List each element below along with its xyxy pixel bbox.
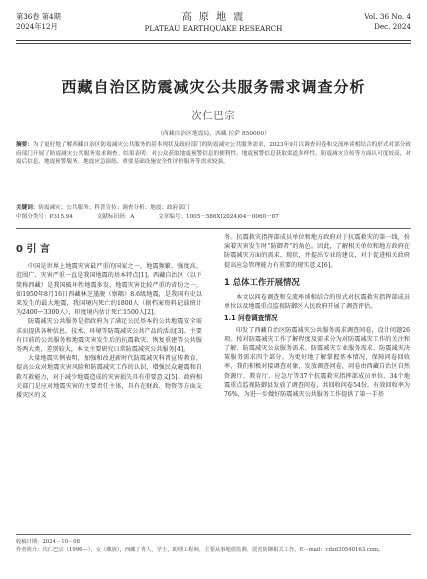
document-code: 文献标识码：A <box>96 213 135 220</box>
keywords-label: 关键词： <box>16 205 39 211</box>
author-name: 次仁巴宗 <box>191 111 236 122</box>
section-1-heading: 1 总体工作开展情况 <box>224 276 300 287</box>
article-title: 西藏自治区防震减灾公共服务需求调查分析 <box>61 78 366 96</box>
date-en: Dec. 2024 <box>374 22 411 31</box>
journal-name-cn: 高 原 地 震 <box>181 12 246 23</box>
author-affiliation: （西藏自治区地震局，西藏 拉萨 850000） <box>157 131 270 137</box>
keywords: 防震减灾；公共服务；科普宣传；调查分析；地震；政府部门 <box>38 205 190 211</box>
article-meta <box>16 204 411 222</box>
author-intro: 作者简介：次仁巴宗（1996—），女（藏族），西藏丁青人，学士，助理工程师，主要从事地震监测、震害防御相关工作。E－mail： <box>16 547 326 554</box>
volume-en: Vol. 36 No. 4 <box>364 12 411 21</box>
abstract-text: 为了更好地了解西藏自治区防震减灾公共服务的基本现状及政府部门的防震减灾公共服务需求，2023年9月以调查问卷和交流座谈相结合的形式对部分政府部门开展了防震减灾公共服务需求调查。结果表明：对公众获取地震预警信息的便利性、地震预警信息获取渠道多样性、防震减灾宣传等方面认可度较高，对震后信息、地震预警服务、地震应急演练、重要基础设施安全性评价服务等需求较强。 <box>16 142 411 166</box>
header-rule-thin <box>16 43 411 44</box>
header-rule <box>16 40 411 41</box>
issue-info-en <box>364 12 411 32</box>
abstract <box>16 141 411 167</box>
issue-date: 2024年12月 <box>16 22 58 31</box>
right-column <box>224 233 410 399</box>
abstract-label: 摘要： <box>16 142 33 148</box>
intro-paragraph-1: 中国是世界上地震灾害最严重的国家之一，地震频繁、强度高、范围广、灾害严重一直是我国地震的基本特点[1]。西藏自治区（以下简称西藏）是我国破坏性地震多发、地震灾害比较严重的省份之一，如1950年8月16日西藏林芝墨脱（察隅）8.6级地震，是我国有史以来发生的最大地震，我国境内死亡约1800人（据档案资料记载统计为2400～3300人），印度境内估计死亡1500人[2]。 <box>16 263 202 317</box>
section-1-paragraph: 本文以问卷调查和交流座谈相结合的形式对抗震救灾指挥部成员单位以及地震重点监视防御区人民政府开展了调查评估。 <box>224 294 410 311</box>
clc-number: 中图分类号：P315.94 <box>16 213 73 220</box>
journal-header <box>16 12 411 40</box>
subsection-1-1-paragraph: 印发了西藏自治区防震减灾公共服务需求调查问卷，设计问题26项。按对防震减灾工作了解程度及需求分为对防震减灾工作的关注和了解、防震减灾公众服务需求、防震减灾专业服务需求、防震减灾决策服务需求四个部分。为更好地了解掌握基本情况，保障问卷回收率，我们积极对接调查对象，发放调查问卷，问卷由西藏自治区自然资源厅、教育厅、应急厅等37个抗震救灾指挥部成员单位、34个地震重点监视防御县发放了调查问卷，共回收问卷54份，有效回收率为76%，为进一步做好防震减灾公共服务工作提供了第一手基 <box>224 326 410 399</box>
intro-continuation: 务。抗震救灾指挥部成员单位和地方政府对于抗震救灾的第一线，扮演着灾害发生时“防御者”的角色。因此，了解相关单位和地方政府在防震减灾方面的需求、现状，并提出专业的建议，对于促进相关政府提高应急管理能力有重要的现实意义[6]。 <box>224 234 410 269</box>
intro-paragraph-2: 防震减灾公共服务是指政府为了满足公民基本的公共地震安全需求而提供各种信息、技术、环境等防震减灾公共产品的活动[3]。主要有目前的公共服务和地震灾害发生后的抗震救灾、恢复重建等公共服务两大类，差别较大，本文主要研究日常防震减灾公共服务[4]。 <box>16 318 202 354</box>
footnote <box>16 534 411 555</box>
article-number: 文章编号：1005－586X(2024)04－0060－07 <box>158 213 279 220</box>
journal-name <box>16 12 411 34</box>
received-date: 收稿日期：2024－10－08 <box>16 539 81 545</box>
author-email: cdzd30540163.com。 <box>325 547 384 554</box>
subsection-1-1-heading: 1.1 问卷调查情况 <box>224 314 278 323</box>
intro-paragraph-3: 大量地震实例表明，加强和改进新时代防震减灾科普宣传教育，提高公众对地震灾害风险和防震减灾工作的认识，增强民众避震和自救互救能力，对于减少地震造成的灾害损失具有重要意义[5]。政府相关部门是应对地震灾害的主要责任主体，具有在财政、物资等方面支援灾区的义 <box>16 355 202 400</box>
meta-rule <box>16 228 411 229</box>
intro-heading: 0 引 言 <box>16 244 50 255</box>
journal-name-en: PLATEAU EARTHQUAKE RESEARCH <box>144 24 283 33</box>
left-column <box>16 233 202 400</box>
issue-number: 第36卷 第4期 <box>16 12 61 21</box>
